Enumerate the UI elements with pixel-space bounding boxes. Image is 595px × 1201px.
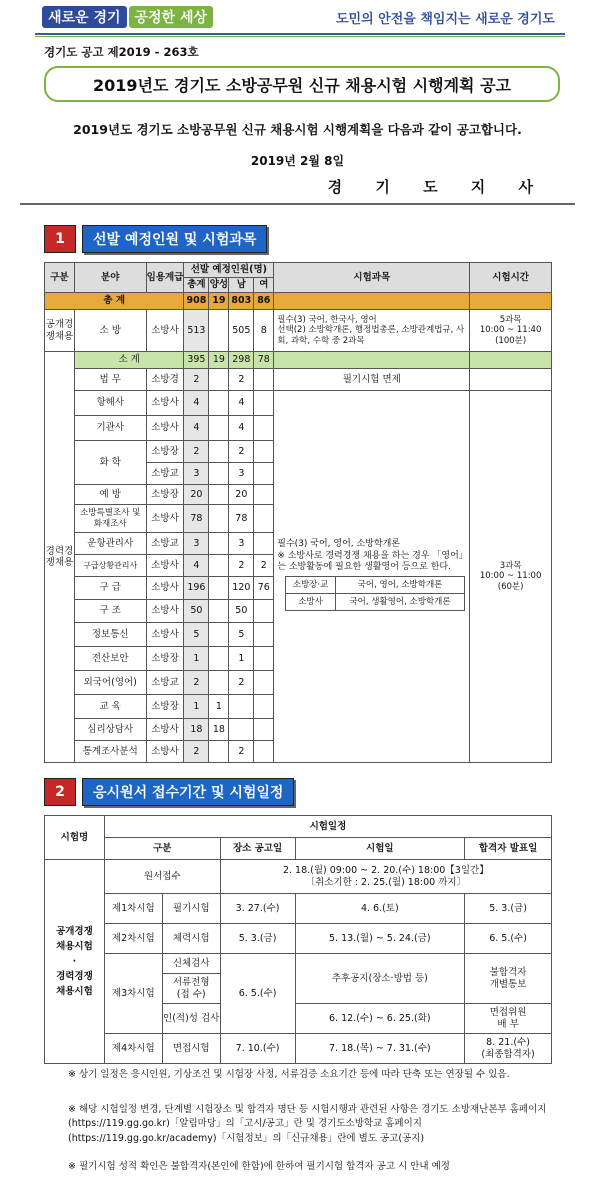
value-cell xyxy=(209,671,229,695)
type-cell: 면접시험 xyxy=(162,1034,220,1064)
total-label: 총 계 xyxy=(45,293,184,310)
open-group: 공개경쟁채용 xyxy=(45,310,75,352)
logo-part2: 공정한 세상 xyxy=(129,6,214,28)
value-cell xyxy=(209,555,229,577)
total-value: 908 xyxy=(184,293,209,310)
value-cell xyxy=(254,441,274,463)
issuer: 경 기 도 지 사 xyxy=(327,178,547,196)
exam-cell: 4. 6.(토) xyxy=(295,894,465,924)
value-cell: 50 xyxy=(229,600,254,623)
announcement-date: 2019년 2월 8일 xyxy=(250,154,345,168)
result-cell: 8. 21.(수) (최종합격자) xyxy=(465,1034,552,1064)
value-cell: 2 xyxy=(184,441,209,463)
value-cell: 120 xyxy=(229,577,254,600)
inner-key: 소방장·교 xyxy=(286,577,335,594)
inner-key: 소방사 xyxy=(286,594,335,611)
total-value: 86 xyxy=(254,293,274,310)
header-time: 시험시간 xyxy=(470,263,552,293)
value-cell: 1 xyxy=(184,647,209,671)
value-cell xyxy=(209,441,229,463)
divider xyxy=(20,203,575,205)
field-cell: 소방특별조사 및 화재조사 xyxy=(74,505,146,533)
header-exam-date: 시험일 xyxy=(295,838,465,860)
application-row xyxy=(45,860,552,894)
rank-cell: 소방장 xyxy=(146,441,184,463)
value-cell: 2 xyxy=(229,555,254,577)
table-row xyxy=(45,369,552,391)
field-cell: 화 학 xyxy=(74,441,146,485)
place-cell: 6. 5.(수) xyxy=(220,954,295,1034)
note-item: ※ 상기 일정은 응시인원, 기상조건 및 시험장 사정, 서류검증 소요기간 등에 따라 단축 또는 연장될 수 있음. xyxy=(68,1069,510,1080)
value-cell xyxy=(209,391,229,416)
header-field: 분야 xyxy=(74,263,146,293)
open-value: 505 xyxy=(229,310,254,352)
section-number: 1 xyxy=(44,225,76,253)
stage-row xyxy=(45,924,552,954)
value-cell: 4 xyxy=(184,391,209,416)
value-cell xyxy=(254,533,274,555)
rank-cell: 소방사 xyxy=(146,577,184,600)
value-cell xyxy=(209,577,229,600)
top-banner xyxy=(0,0,595,34)
value-cell xyxy=(254,369,274,391)
result-cell: 불합격자 개별통보 xyxy=(465,954,552,1004)
header-group: 구분 xyxy=(45,263,75,293)
value-cell xyxy=(254,391,274,416)
exam-cell: 6. 12.(수) ~ 6. 25.(화) xyxy=(295,1004,465,1034)
value-cell xyxy=(254,623,274,647)
schedule-table xyxy=(44,815,552,1064)
value-cell: 5 xyxy=(184,623,209,647)
inner-value: 국어, 영어, 소방학개론 xyxy=(335,577,465,594)
rank-cell: 소방사 xyxy=(146,623,184,647)
rank-cell: 소방사 xyxy=(146,741,184,763)
section-title: 선발 예정인원 및 시험과목 xyxy=(82,225,267,253)
value-cell: 2 xyxy=(184,369,209,391)
rank-cell: 소방사 xyxy=(146,555,184,577)
subtotal-row xyxy=(45,352,552,369)
value-cell: 2 xyxy=(229,369,254,391)
result-cell: 6. 5.(수) xyxy=(465,924,552,954)
field-cell: 항해사 xyxy=(74,391,146,416)
career-time: 3과목 10:00 ~ 11:00 (60분) xyxy=(470,391,552,763)
value-cell: 78 xyxy=(184,505,209,533)
subtotal-value: 19 xyxy=(209,352,229,369)
field-cell: 법 무 xyxy=(74,369,146,391)
inner-subject-table xyxy=(285,576,465,611)
value-cell xyxy=(254,416,274,441)
header-rank: 임용계급 xyxy=(146,263,184,293)
value-cell: 1 xyxy=(229,647,254,671)
open-value xyxy=(209,310,229,352)
value-cell xyxy=(209,600,229,623)
value-cell xyxy=(209,533,229,555)
total-value: 19 xyxy=(209,293,229,310)
stage-row xyxy=(45,894,552,924)
value-cell xyxy=(209,463,229,485)
value-cell: 50 xyxy=(184,600,209,623)
place-cell: 3. 27.(수) xyxy=(220,894,295,924)
value-cell xyxy=(254,600,274,623)
value-cell: 2 xyxy=(184,741,209,763)
subtotal-value: 395 xyxy=(184,352,209,369)
exam-cell: 추후공지(장소·방법 등) xyxy=(295,954,465,1004)
value-cell xyxy=(254,695,274,719)
rank-cell: 소방사 xyxy=(146,505,184,533)
subtotal-label: 소 계 xyxy=(74,352,184,369)
value-cell: 4 xyxy=(184,416,209,441)
exam-cell: 7. 18.(목) ~ 7. 31.(수) xyxy=(295,1034,465,1064)
stage-row xyxy=(45,954,552,974)
subtotal-value: 78 xyxy=(254,352,274,369)
field-cell: 외국어(영어) xyxy=(74,671,146,695)
recruitment-table xyxy=(44,262,552,763)
value-cell: 2 xyxy=(254,555,274,577)
career-subject-line2: ※ 소방사로 경력경쟁 채용을 하는 경우 「영어」는 소방활동에 필요한 생활영어 등으로 한다. xyxy=(277,551,468,573)
header-subjects: 시험과목 xyxy=(274,263,470,293)
career-group: 경력경쟁채용 xyxy=(45,352,75,763)
rank-cell: 소방교 xyxy=(146,671,184,695)
value-cell: 4 xyxy=(229,391,254,416)
value-cell: 4 xyxy=(229,416,254,441)
total-row xyxy=(45,293,552,310)
field-cell: 정보통신 xyxy=(74,623,146,647)
open-row xyxy=(45,310,552,352)
value-cell xyxy=(229,695,254,719)
section-1-heading xyxy=(44,225,267,253)
value-cell xyxy=(254,671,274,695)
value-cell: 20 xyxy=(229,485,254,505)
rank-cell: 소방장 xyxy=(146,695,184,719)
exam-group: 공개경쟁 채용시험 · 경력경쟁 채용시험 xyxy=(45,860,105,1064)
rank-cell: 소방사 xyxy=(146,416,184,441)
field-cell: 심리상담사 xyxy=(74,719,146,741)
field-cell: 구 조 xyxy=(74,600,146,623)
value-cell: 196 xyxy=(184,577,209,600)
value-cell xyxy=(254,719,274,741)
section-title: 응시원서 접수기간 및 시험일정 xyxy=(82,778,294,806)
stage-cell: 제4차시험 xyxy=(104,1034,162,1064)
note-item: ※ 해당 시험일정 변경, 단계별 시험장소 및 합격자 명단 등 시험시행과 관련된 사항은 경기도 소방재난본부 홈페이지(https://119.gg.go.kr)「알림마당」의「고시/공고」란 및 경기도소방학교 홈페이지(https://119.gg.go.kr/academy)「시험정보」의「신규채용」란에 별도 공고(공지) xyxy=(68,1104,547,1144)
value-cell xyxy=(254,463,274,485)
intro-text: 2019년도 경기도 소방공무원 신규 채용시험 시행계획을 다음과 같이 공고합니다. xyxy=(73,122,522,137)
value-cell: 3 xyxy=(184,533,209,555)
rank-cell: 소방사 xyxy=(146,600,184,623)
rank-cell: 소방장 xyxy=(146,647,184,671)
value-cell xyxy=(229,719,254,741)
open-time: 5과목 10:00 ~ 11:40 (100분) xyxy=(470,310,552,352)
header-exam-name: 시험명 xyxy=(45,816,105,860)
value-cell xyxy=(209,485,229,505)
stage-cell: 제2차시험 xyxy=(104,924,162,954)
stage-row xyxy=(45,1034,552,1064)
law-subject: 필기시험 면제 xyxy=(274,369,470,391)
section-number: 2 xyxy=(44,778,76,806)
header-yang: 양성 xyxy=(209,278,229,293)
value-cell xyxy=(254,647,274,671)
value-cell: 18 xyxy=(209,719,229,741)
value-cell: 2 xyxy=(229,441,254,463)
section-2-heading xyxy=(44,778,294,806)
value-cell xyxy=(209,369,229,391)
rank-cell: 소방교 xyxy=(146,533,184,555)
application-period: 2. 18.(월) 09:00 ~ 2. 20.(수) 18:00【3일간】 〔취소기한 : 2. 25.(월) 18:00 까지〕 xyxy=(220,860,551,894)
note-item: ※ 필기시험 성적 확인은 불합격자(본인에 한함)에 한하여 필기시험 합격자 공고 시 안내 예정 xyxy=(68,1161,450,1172)
table-row xyxy=(45,391,552,416)
header-total: 총계 xyxy=(184,278,209,293)
type-cell: 필기시험 xyxy=(162,894,220,924)
value-cell: 3 xyxy=(229,463,254,485)
value-cell xyxy=(209,647,229,671)
open-subjects: 필수(3) 국어, 한국사, 영어 선택(2) 소방학개론, 행정법총론, 소방관계법규, 사회, 과학, 수학 중 2과목 xyxy=(274,310,470,352)
field-cell: 구 급 xyxy=(74,577,146,600)
rank-cell: 소방사 xyxy=(146,391,184,416)
value-cell: 3 xyxy=(229,533,254,555)
place-cell: 7. 10.(수) xyxy=(220,1034,295,1064)
document-title: 2019년도 경기도 소방공무원 신규 채용시험 시행계획 공고 xyxy=(44,66,560,102)
value-cell: 20 xyxy=(184,485,209,505)
announcement-number: 경기도 공고 제2019 - 263호 xyxy=(44,45,199,59)
value-cell: 5 xyxy=(229,623,254,647)
place-cell: 5. 3.(금) xyxy=(220,924,295,954)
application-label: 원서접수 xyxy=(104,860,220,894)
stage-cell: 제3차시험 xyxy=(104,954,162,1034)
header-result: 합격자 발표일 xyxy=(465,838,552,860)
rank-cell: 소방경 xyxy=(146,369,184,391)
result-cell: 면접위원 배 부 xyxy=(465,1004,552,1034)
value-cell xyxy=(209,623,229,647)
value-cell xyxy=(209,505,229,533)
career-subject-line1: 필수(3) 국어, 영어, 소방학개론 xyxy=(277,538,400,549)
value-cell xyxy=(254,485,274,505)
rank-cell: 소방장 xyxy=(146,485,184,505)
field-cell: 예 방 xyxy=(74,485,146,505)
field-cell: 전산보안 xyxy=(74,647,146,671)
value-cell xyxy=(254,505,274,533)
type-cell: 인(적)성 검사 xyxy=(162,1004,220,1034)
header-place: 장소 공고일 xyxy=(220,838,295,860)
career-subjects xyxy=(274,391,470,763)
value-cell xyxy=(209,416,229,441)
header-schedule: 시험일정 xyxy=(104,816,551,838)
logo-part1: 새로운 경기 xyxy=(42,6,127,28)
header-male: 남 xyxy=(229,278,254,293)
inner-value: 국어, 생활영어, 소방학개론 xyxy=(335,594,465,611)
field-cell: 운항관리사 xyxy=(74,533,146,555)
value-cell: 18 xyxy=(184,719,209,741)
value-cell: 1 xyxy=(184,695,209,719)
value-cell xyxy=(209,741,229,763)
value-cell: 76 xyxy=(254,577,274,600)
subtotal-value: 298 xyxy=(229,352,254,369)
open-value: 8 xyxy=(254,310,274,352)
type-cell: 신체검사 xyxy=(162,954,220,974)
header-division: 구분 xyxy=(104,838,220,860)
total-value: 803 xyxy=(229,293,254,310)
type-cell: 체력시험 xyxy=(162,924,220,954)
field-cell: 기관사 xyxy=(74,416,146,441)
gyeonggi-logo xyxy=(42,6,213,28)
result-cell: 5. 3.(금) xyxy=(465,894,552,924)
type-cell: 서류전형 (접 수) xyxy=(162,974,220,1004)
divider xyxy=(35,33,565,35)
rank-cell: 소방교 xyxy=(146,463,184,485)
rank-cell: 소방사 xyxy=(146,719,184,741)
stage-cell: 제1차시험 xyxy=(104,894,162,924)
value-cell xyxy=(254,741,274,763)
value-cell: 78 xyxy=(229,505,254,533)
field-cell: 구급상황관리사 xyxy=(74,555,146,577)
open-rank: 소방사 xyxy=(146,310,184,352)
value-cell: 3 xyxy=(184,463,209,485)
divider xyxy=(35,36,565,37)
field-cell: 교 육 xyxy=(74,695,146,719)
exam-cell: 5. 13.(월) ~ 5. 24.(금) xyxy=(295,924,465,954)
value-cell: 2 xyxy=(229,671,254,695)
header-female: 여 xyxy=(254,278,274,293)
open-value: 513 xyxy=(184,310,209,352)
value-cell: 2 xyxy=(229,741,254,763)
field-cell: 통계조사분석 xyxy=(74,741,146,763)
value-cell: 2 xyxy=(184,671,209,695)
slogan: 도민의 안전을 책임지는 새로운 경기도 xyxy=(335,12,555,27)
header-planned: 선발 예정인원(명) xyxy=(184,263,274,278)
value-cell: 4 xyxy=(184,555,209,577)
open-field: 소 방 xyxy=(74,310,146,352)
value-cell: 1 xyxy=(209,695,229,719)
